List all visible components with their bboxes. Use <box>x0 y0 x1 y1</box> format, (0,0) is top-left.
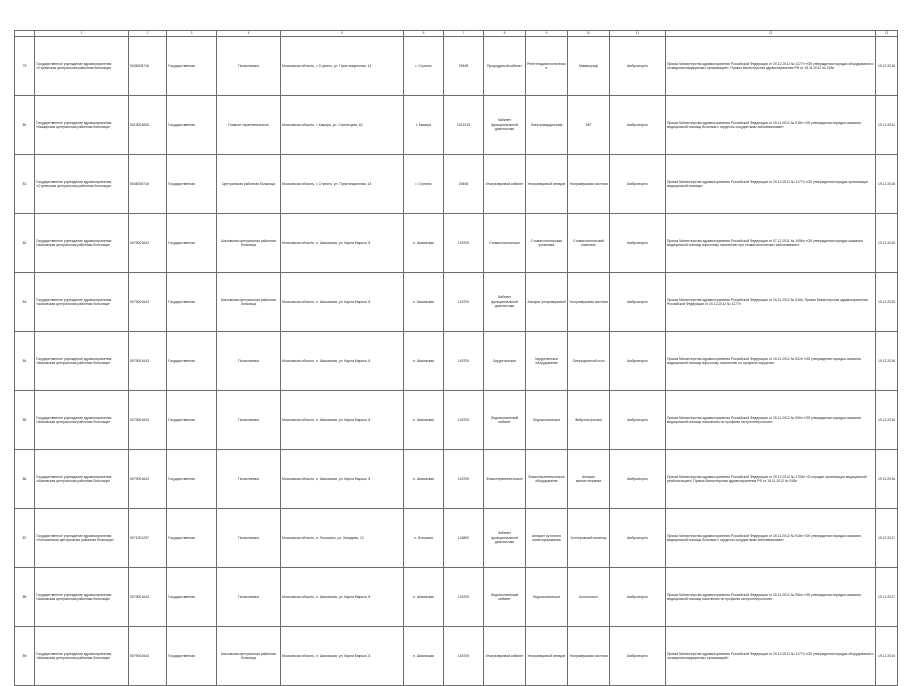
column-number: 13 <box>876 31 898 37</box>
technical-purpose: Хирургическое оборудование <box>526 332 568 391</box>
city: п. Шаховская <box>404 568 444 627</box>
room-type: Ультразвуковой кабинет <box>484 155 526 214</box>
equipment-name: Стоматологический комплекс <box>568 214 610 273</box>
address: Московская область, п. Шаховская, ул. Карла Маркса, 8 <box>281 627 404 686</box>
room-type: Эндоскопический кабинет <box>484 568 526 627</box>
technical-purpose: Аппарат ультразвуковой <box>526 273 568 332</box>
postal-code: 143700 <box>444 450 484 509</box>
table-row <box>15 627 898 686</box>
row-number: 85 <box>15 391 35 450</box>
column-number: 11 <box>610 31 666 37</box>
legal-basis: Приказ Министерства здравоохранения Российской Федерации от 29.12.2012 № 1705н «О порядке организации медицинской реабилитации»; Приказ Министерства здравоохранения РФ от 15.11.2012 № 918н <box>666 450 876 509</box>
row-number: 84 <box>15 332 35 391</box>
row-number: 89 <box>15 627 35 686</box>
row-number: 81 <box>15 155 35 214</box>
legal-basis: Приказ Министерства здравоохранения Российской Федерации от 15.11.2012 № 906н «Об утверждении порядка оказания медицинской помощи населению по профилю гастроэнтерология» <box>666 568 876 627</box>
inn-code: 5079001643 <box>129 214 167 273</box>
room-type: Кабинет функциональной диагностики <box>484 509 526 568</box>
care-form: Амбулаторно <box>610 214 666 273</box>
date: 19.12.2016 <box>876 450 898 509</box>
date: 19.12.2014 <box>876 96 898 155</box>
equipment-name: Операционный стол <box>568 332 610 391</box>
organization-name: Государственное учреждение здравоохранения «Шаховская центральная районная больница» <box>35 391 129 450</box>
row-number: 88 <box>15 568 35 627</box>
column-number: 5 <box>281 31 404 37</box>
subdivision-name: Поликлиника <box>217 332 281 391</box>
city: п. Шаховская <box>404 627 444 686</box>
organization-name: Государственное учреждение здравоохранения «Каширская центральная районная больница» <box>35 96 129 155</box>
table-row <box>15 332 898 391</box>
address: Московская область, п. Шаховская, ул. Карла Маркса, 8 <box>281 450 404 509</box>
date: 19.12.2015 <box>876 273 898 332</box>
city: п. Шаховская <box>404 391 444 450</box>
column-number: 12 <box>666 31 876 37</box>
postal-code: 29465 <box>444 155 484 214</box>
address: Московская область, п. Шаховская, ул. Карла Маркса, 8 <box>281 391 404 450</box>
date: 19.12.2018 <box>876 37 898 96</box>
address: Московская область, п. Лотошино, ул. Западная, 12 <box>281 509 404 568</box>
care-form: Амбулаторно <box>610 332 666 391</box>
inn-code: 5045008716 <box>129 37 167 96</box>
table-row <box>15 37 898 96</box>
care-form: Амбулаторно <box>610 155 666 214</box>
technical-purpose: Ультразвуковой аппарат <box>526 627 568 686</box>
organization-name: Государственное учреждение здравоохранения «Шаховская центральная районная больница» <box>35 273 129 332</box>
organization-name: Государственное учреждение здравоохранения «Ступинская центральная районная больница» <box>35 155 129 214</box>
postal-code: 143700 <box>444 568 484 627</box>
equipment-name: Аппарат магнитотерапии <box>568 450 610 509</box>
room-type: Ультразвуковой кабинет <box>484 627 526 686</box>
address: Московская область, г. Кашира, ул. Стрелецкая, 62 <box>281 96 404 155</box>
address: Московская область, п. Шаховская, ул. Карла Маркса, 8 <box>281 273 404 332</box>
column-number: 2 <box>129 31 167 37</box>
city: г. Кашира <box>404 96 444 155</box>
organization-name: Государственное учреждение здравоохранения «Шаховская центральная районная больница» <box>35 332 129 391</box>
subdivision-name: Поликлиника <box>217 450 281 509</box>
equipment-name: ЭКГ <box>568 96 610 155</box>
inn-code: 5079001643 <box>129 332 167 391</box>
room-type: Процедурный кабинет <box>484 37 526 96</box>
table-row <box>15 214 898 273</box>
subdivision-name: Шаховская центральная районная больница <box>217 273 281 332</box>
technical-purpose: Ультразвуковой аппарат <box>526 155 568 214</box>
room-type: Стоматологическое <box>484 214 526 273</box>
inn-code: 5079001643 <box>129 627 167 686</box>
address: Московская область, п. Шаховская, ул. Карла Маркса, 8 <box>281 214 404 273</box>
row-number: 79 <box>15 37 35 96</box>
column-number: 7 <box>444 31 484 37</box>
equipment-name: Ультразвуковая система <box>568 273 610 332</box>
ownership-type: Государственная <box>167 509 217 568</box>
inn-code: 5079001643 <box>129 391 167 450</box>
date: 19.12.2017 <box>876 568 898 627</box>
row-number: 82 <box>15 214 35 273</box>
city: п. Лотошино <box>404 509 444 568</box>
ownership-type: Государственная <box>167 37 217 96</box>
care-form: Амбулаторно <box>610 391 666 450</box>
address: Московская область, п. Шаховская, ул. Карла Маркса, 8 <box>281 568 404 627</box>
legal-basis: Приказ Министерства здравоохранения Российской Федерации от 20.12.2012 № 1177н «Об утверждении порядка организации медицинской помощи» <box>666 155 876 214</box>
equipment-name: Фиброгастроскоп <box>568 391 610 450</box>
table-row <box>15 391 898 450</box>
subdivision-name: Поликлиника <box>217 509 281 568</box>
inn-code: 5045008716 <box>129 155 167 214</box>
subdivision-name: Центральная районная больница <box>217 155 281 214</box>
row-number: 83 <box>15 273 35 332</box>
row-number: 80 <box>15 96 35 155</box>
table-row <box>15 450 898 509</box>
ownership-type: Государственная <box>167 214 217 273</box>
table-row <box>15 96 898 155</box>
column-number: 1 <box>35 31 129 37</box>
care-form: Амбулаторно <box>610 509 666 568</box>
technical-purpose: Электрокардиограф <box>526 96 568 155</box>
equipment-name: Маммограф <box>568 37 610 96</box>
city: п. Шаховская <box>404 273 444 332</box>
equipment-name: Ультразвуковая система <box>568 155 610 214</box>
subdivision-name: Шаховская центральная районная больница <box>217 627 281 686</box>
organization-name: Государственное учреждение здравоохранения «Шаховская центральная районная больница» <box>35 627 129 686</box>
postal-code: 29465 <box>444 37 484 96</box>
organization-name: Государственное учреждение здравоохранения «Лотошинская центральная районная больница» <box>35 509 129 568</box>
technical-purpose: Эндоскопическое <box>526 391 568 450</box>
legal-basis: Приказ Министерства здравоохранения Российской Федерации от 20.12.2012 № 1177н «Об утверждении порядка оборудования и оснащения медицинских организаций» <box>666 627 876 686</box>
subdivision-name: Главное терапевтическое <box>217 96 281 155</box>
room-type: Кабинет функциональной диагностики <box>484 273 526 332</box>
city: п. Шаховская <box>404 450 444 509</box>
date: 19.12.2015 <box>876 214 898 273</box>
postal-code: 143700 <box>444 391 484 450</box>
date: 19.12.2018 <box>876 155 898 214</box>
technical-purpose: Физиотерапевтическое оборудование <box>526 450 568 509</box>
room-type: Эндоскопический кабинет <box>484 391 526 450</box>
organization-name: Государственное учреждение здравоохранения «Ступинская центральная районная больница» <box>35 37 129 96</box>
equipment-name: Ультразвуковая система <box>568 627 610 686</box>
postal-code: 143700 <box>444 214 484 273</box>
city: г. Ступино <box>404 155 444 214</box>
legal-basis: Приказ Министерства здравоохранения Российской Федерации от 20.12.2012 № 1177н «Об утверждении порядка оборудования и оснащения медицинских организаций»; Приказ Министерства здравоохранения РФ от 15.11.2012 № 918н <box>666 37 876 96</box>
city: п. Шаховская <box>404 214 444 273</box>
column-number: 9 <box>526 31 568 37</box>
register-table <box>14 30 898 686</box>
ownership-type: Государственная <box>167 155 217 214</box>
organization-name: Государственное учреждение здравоохранения «Шаховская центральная районная больница» <box>35 214 129 273</box>
table-row <box>15 155 898 214</box>
legal-basis: Приказ Министерства здравоохранения Российской Федерации от 15.11.2012 № 918н; Приказ Министерства здравоохранения Российской Федерации от 20.12.2012 № 1177н <box>666 273 876 332</box>
care-form: Амбулаторно <box>610 96 666 155</box>
inn-code: 5019003835 <box>129 96 167 155</box>
care-form: Амбулаторно <box>610 273 666 332</box>
city: г. Ступино <box>404 37 444 96</box>
ownership-type: Государственная <box>167 627 217 686</box>
ownership-type: Государственная <box>167 332 217 391</box>
postal-code: 143700 <box>444 627 484 686</box>
care-form: Амбулаторно <box>610 568 666 627</box>
address: Московская область, г. Ступино, ул. Пристанционная, 14 <box>281 155 404 214</box>
table-row <box>15 273 898 332</box>
row-number: 87 <box>15 509 35 568</box>
postal-code: 143700 <box>444 332 484 391</box>
organization-name: Государственное учреждение здравоохранения «Шаховская центральная районная больница» <box>35 568 129 627</box>
inn-code: 5071001237 <box>129 509 167 568</box>
inn-code: 5079001643 <box>129 450 167 509</box>
equipment-name: Холтеровский монитор <box>568 509 610 568</box>
care-form: Амбулаторно <box>610 627 666 686</box>
address: Московская область, п. Шаховская, ул. Карла Маркса, 8 <box>281 332 404 391</box>
technical-purpose: Аппарат суточного мониторирования <box>526 509 568 568</box>
ownership-type: Государственная <box>167 450 217 509</box>
column-number: 10 <box>568 31 610 37</box>
table-row <box>15 568 898 627</box>
table-row <box>15 509 898 568</box>
legal-basis: Приказ Министерства здравоохранения Российской Федерации от 15.11.2012 № 906н «Об утверждении порядка оказания медицинской помощи населению по профилю гастроэнтерология» <box>666 391 876 450</box>
ownership-type: Государственная <box>167 568 217 627</box>
inn-code: 5079001643 <box>129 568 167 627</box>
date: 19.12.2017 <box>876 509 898 568</box>
postal-code: 143800 <box>444 509 484 568</box>
column-number: 3 <box>167 31 217 37</box>
legal-basis: Приказ Министерства здравоохранения Российской Федерации от 15.11.2012 № 922н «Об утверждении порядка оказания медицинской помощи взрослому населению по профилю хирургия» <box>666 332 876 391</box>
column-number: 6 <box>404 31 444 37</box>
room-type: Кабинет функциональной диагностики <box>484 96 526 155</box>
room-type: Физиотерапевтическое <box>484 450 526 509</box>
address: Московская область, г. Ступино, ул. Пристанционная, 14 <box>281 37 404 96</box>
date: 19.12.2014 <box>876 627 898 686</box>
legal-basis: Приказ Министерства здравоохранения Российской Федерации от 15.11.2012 № 918н «Об утверждении порядка оказания медицинской помощи больным с сердечно-сосудистыми заболеваниями» <box>666 509 876 568</box>
inn-code: 5079001643 <box>129 273 167 332</box>
city: п. Шаховская <box>404 332 444 391</box>
ownership-type: Государственная <box>167 273 217 332</box>
equipment-name: Колоноскоп <box>568 568 610 627</box>
row-number: 86 <box>15 450 35 509</box>
subdivision-name: Поликлиника <box>217 391 281 450</box>
room-type: Хирургическое <box>484 332 526 391</box>
subdivision-name: Поликлиника <box>217 568 281 627</box>
column-number: 8 <box>484 31 526 37</box>
subdivision-name: Шаховская центральная районная больница <box>217 214 281 273</box>
ownership-type: Государственная <box>167 96 217 155</box>
legal-basis: Приказ Министерства здравоохранения Российской Федерации от 15.11.2012 № 918н «Об утверждении порядка оказания медицинской помощи больным с сердечно-сосудистыми заболеваниями» <box>666 96 876 155</box>
care-form: Амбулаторно <box>610 37 666 96</box>
technical-purpose: Стоматологическая установка <box>526 214 568 273</box>
postal-code: 1011415 <box>444 96 484 155</box>
date: 19.12.2016 <box>876 391 898 450</box>
subdivision-name: Поликлиника <box>217 37 281 96</box>
care-form: Амбулаторно <box>610 450 666 509</box>
legal-basis: Приказ Министерства здравоохранения Российской Федерации от 07.12.2011 № 1496н «Об утверждении порядка оказания медицинской помощи взрослому населению при стоматологических заболеваниях» <box>666 214 876 273</box>
technical-purpose: Рентгенодиагностическое <box>526 37 568 96</box>
organization-name: Государственное учреждение здравоохранения «Шаховская центральная районная больница» <box>35 450 129 509</box>
technical-purpose: Эндоскопическое <box>526 568 568 627</box>
ownership-type: Государственная <box>167 391 217 450</box>
column-number: 4 <box>217 31 281 37</box>
date: 19.12.2016 <box>876 332 898 391</box>
postal-code: 143700 <box>444 273 484 332</box>
